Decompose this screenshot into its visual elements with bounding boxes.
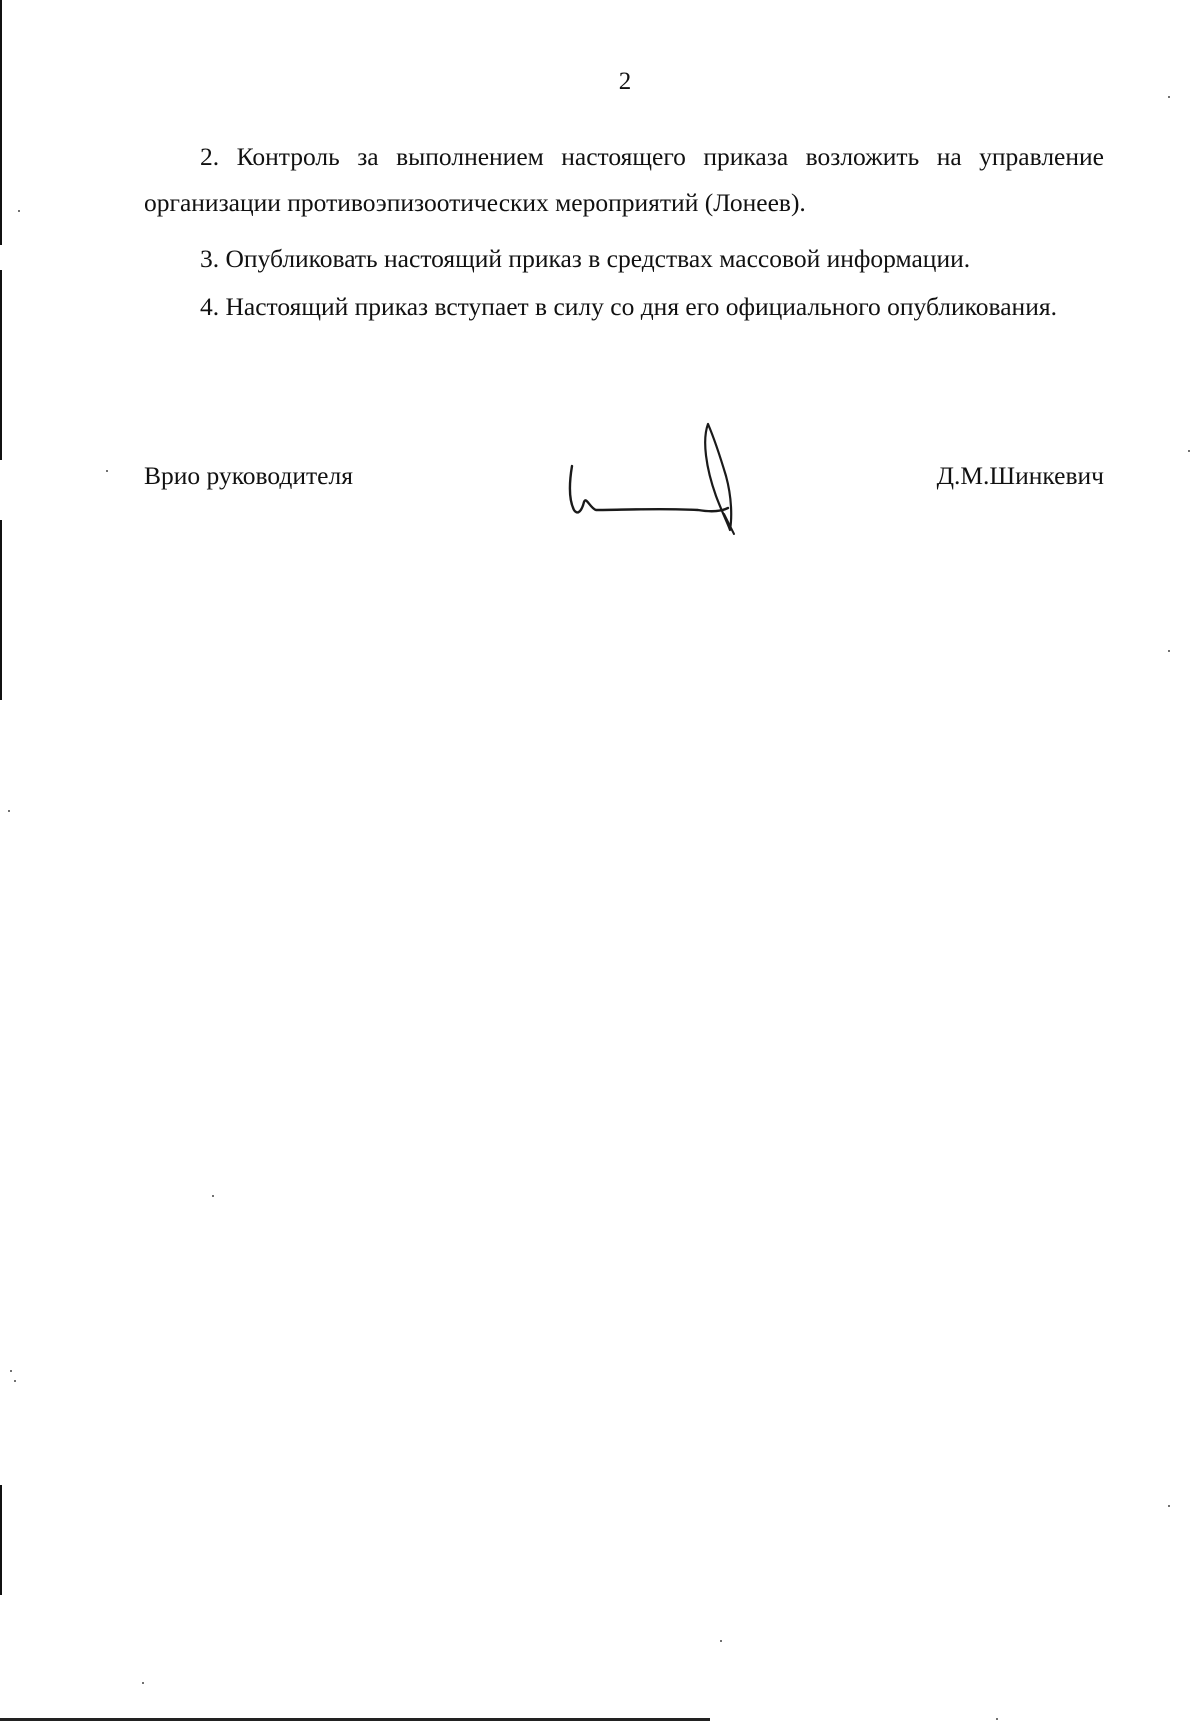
scan-speck <box>8 810 10 812</box>
page-number: 2 <box>618 68 632 95</box>
paragraph-item-2: 2. Контроль за выполнением настоящего приказа возложить на управление организации противоэпизоотических мероприятий (Лонеев). <box>144 141 1104 217</box>
scan-speck <box>10 1370 12 1372</box>
scan-edge-mark <box>0 520 2 700</box>
paragraph-item-4: 4. Настоящий приказ вступает в силу со дня его официального опубликования. <box>200 291 1057 321</box>
scan-speck <box>18 210 20 212</box>
scan-speck <box>996 1718 998 1720</box>
scan-speck <box>1168 1505 1170 1507</box>
scan-speck <box>14 1380 16 1382</box>
scan-edge-mark <box>0 1485 2 1595</box>
scan-bottom-edge <box>0 1718 710 1721</box>
scan-speck <box>720 1640 722 1642</box>
scan-edge-mark <box>0 0 2 245</box>
handwritten-signature <box>560 418 760 538</box>
scan-edge-mark <box>0 270 2 460</box>
scan-speck <box>106 470 108 472</box>
scan-speck <box>142 1682 144 1684</box>
paragraph-item-3: 3. Опубликовать настоящий приказ в средствах массовой информации. <box>200 243 971 273</box>
scan-speck <box>1168 650 1170 652</box>
signatory-name: Д.М.Шинкевич <box>936 461 1104 490</box>
scan-speck <box>212 1195 214 1197</box>
signatory-position: Врио руководителя <box>144 461 353 490</box>
scan-speck <box>1188 450 1190 452</box>
scan-speck <box>1168 96 1170 98</box>
